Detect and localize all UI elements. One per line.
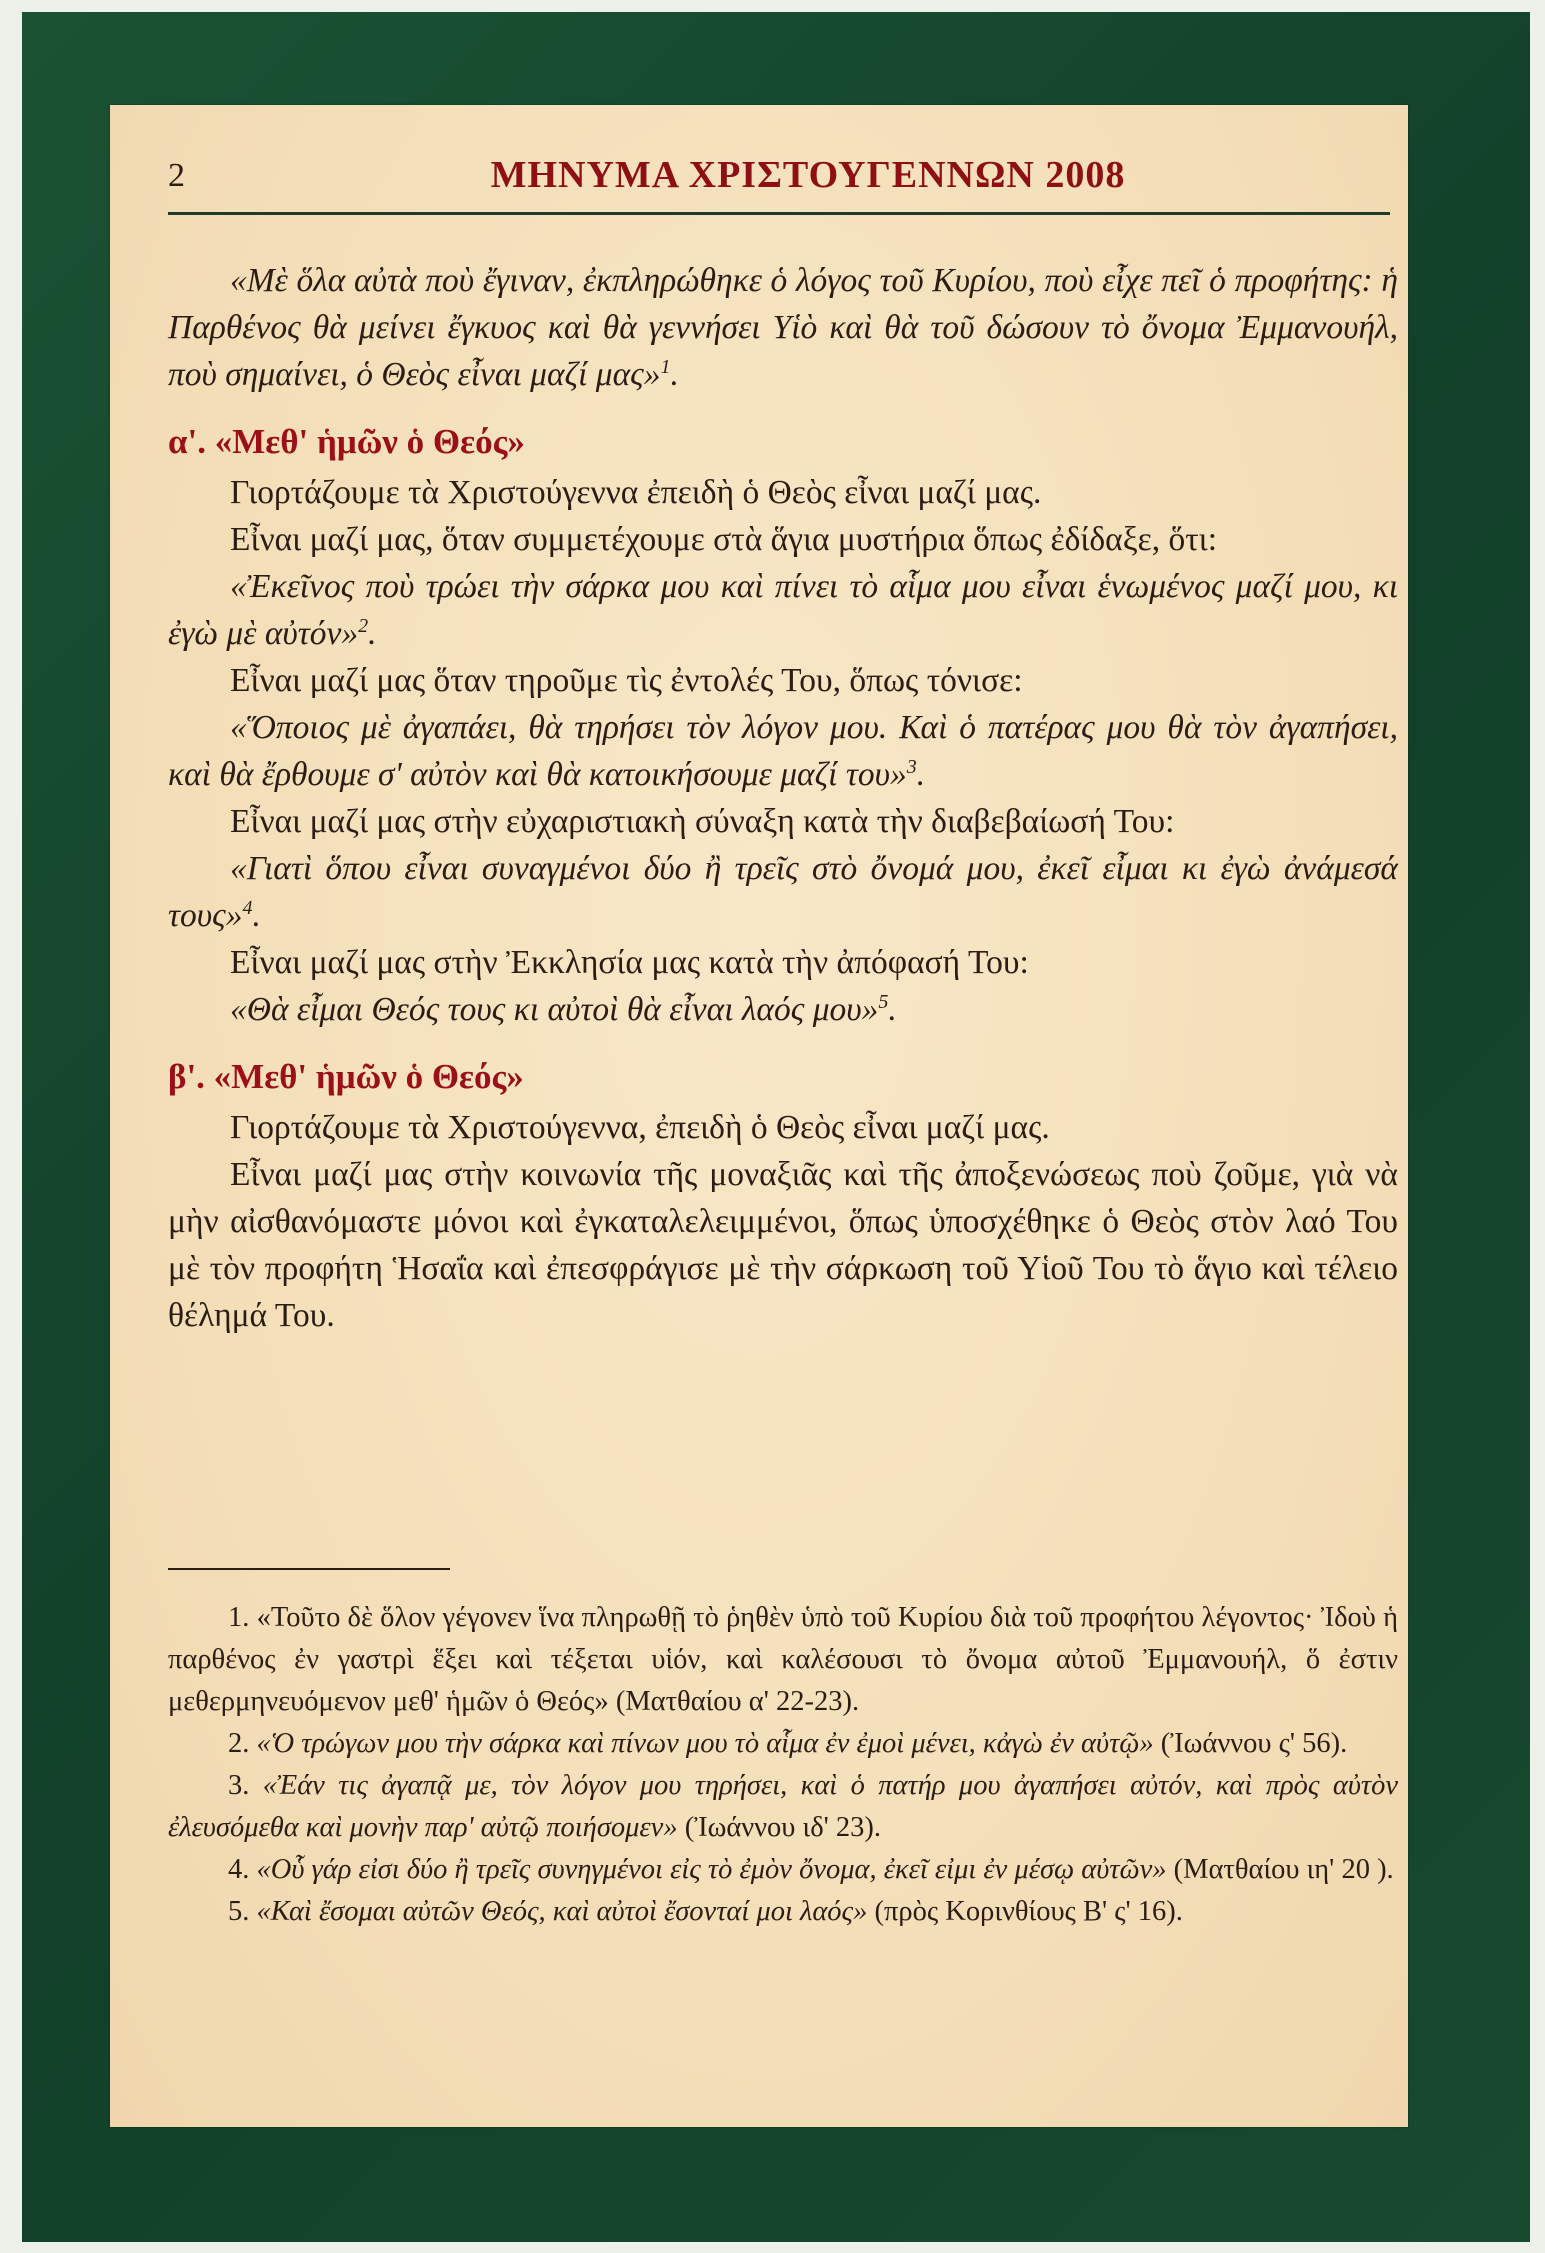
- footnote-quote: «Ἐάν τις ἀγαπᾷ με, τὸν λόγον μου τηρήσει, καὶ ὁ πατήρ μου ἀγαπήσει αὐτόν, καὶ πρὸς αὐτὸν ἐλευσόμεθα καὶ μονὴν παρ' αὐτῷ ποιήσομεν»: [168, 1770, 1399, 1843]
- intro-quote: «Μὲ ὅλα αὐτὰ ποὺ ἔγιναν, ἐκπληρώθηκε ὁ λόγος τοῦ Κυρίου, ποὺ εἶχε πεῖ ὁ προφήτης: ἡ Παρθένος θὰ μείνει ἔγκυος καὶ θὰ γεννήσει Υἱὸ καὶ θὰ τοῦ δώσουν τὸ ὄνομα Ἐμμανουήλ, ποὺ σημαίνει, ὁ Θεὸς εἶναι μαζί μας»: [168, 262, 1398, 393]
- footnote-ref: 4: [242, 897, 253, 919]
- footnote-quote: «Καὶ ἔσομαι αὐτῶν Θεός, καὶ αὐτοὶ ἔσονταί μοι λαός»: [256, 1896, 868, 1927]
- footnote-ref: 2: [358, 615, 369, 637]
- footnote-number: 1.: [228, 1602, 250, 1633]
- section-a-quote-4: «Θὰ εἶμαι Θεός τους κι αὐτοὶ θὰ εἶναι λαός μου»$^5$.: [230, 991, 897, 1028]
- footnote-ref: 5: [878, 991, 889, 1013]
- footnote-ref: 1: [660, 356, 671, 378]
- page-header: [168, 153, 1390, 213]
- main-text: [168, 257, 1398, 1339]
- footnote-3: [168, 1765, 1398, 1849]
- section-a-quote-1: «Ἐκεῖνος ποὺ τρώει τὴν σάρκα μου καὶ πίνει τὸ αἷμα μου εἶναι ἑνωμένος μαζί μου, κι ἐγὼ μὲ αὐτόν»$^2$.: [168, 568, 1398, 652]
- section-a-paragraph-1: Γιορτάζουμε τὰ Χριστούγεννα ἐπειδὴ ὁ Θεὸς εἶναι μαζί μας.: [230, 474, 1042, 511]
- footnote-number: 5.: [228, 1896, 250, 1927]
- footnote-source: (Ἰωάννου ς' 56).: [1153, 1728, 1348, 1759]
- footnote-source: (Ματθαίου α' 22-23).: [608, 1686, 860, 1717]
- footnote-source: (Ἰωάννου ιδ' 23).: [677, 1812, 882, 1843]
- footnote-number: 2.: [228, 1728, 250, 1759]
- page-sheet: [110, 105, 1408, 2127]
- footnote-ref: 3: [906, 756, 917, 778]
- footnote-source: (πρὸς Κορινθίους Β' ς' 16).: [867, 1896, 1183, 1927]
- footnote-quote: «Ὁ τρώγων μου τὴν σάρκα καὶ πίνων μου τὸ αἷμα ἐν ἐμοὶ μένει, κἀγὼ ἐν αὐτῷ»: [256, 1728, 1154, 1759]
- footnote-number: 4.: [228, 1854, 250, 1885]
- section-b-heading: β'. «Μεθ' ἡμῶν ὁ Θεός»: [168, 1057, 524, 1096]
- intro-quote-paragraph: «Μὲ ὅλα αὐτὰ ποὺ ἔγιναν, ἐκπληρώθηκε ὁ λόγος τοῦ Κυρίου, ποὺ εἶχε πεῖ ὁ προφήτης: ἡ Παρθένος θὰ μείνει ἔγκυος καὶ θὰ γεννήσει Υἱὸ καὶ θὰ τοῦ δώσουν τὸ ὄνομα Ἐμμανουήλ, ποὺ σημαίνει, ὁ Θεὸς εἶναι μαζί μας»$^1$.: [168, 262, 1398, 393]
- running-title: ΜΗΝΥΜΑ ΧΡΙΣΤΟΥΓΕΝΝΩΝ 2008: [490, 154, 1126, 196]
- footnote-number: 3.: [228, 1770, 250, 1801]
- section-a-paragraph-3: Εἶναι μαζί μας ὅταν τηροῦμε τὶς ἐντολές Του, ὅπως τόνισε:: [230, 662, 1023, 699]
- footnote-1: [168, 1597, 1398, 1723]
- section-b-paragraph-1: Γιορτάζουμε τὰ Χριστούγεννα, ἐπειδὴ ὁ Θεὸς εἶναι μαζί μας.: [230, 1109, 1050, 1146]
- section-a-quote-3: «Γιατὶ ὅπου εἶναι συναγμένοι δύο ἢ τρεῖς στὸ ὄνομά μου, ἐκεῖ εἶμαι κι ἐγὼ ἀνάμεσά τους»$^4$.: [168, 850, 1398, 934]
- quote-text: «Γιατὶ ὅπου εἶναι συναγμένοι δύο ἢ τρεῖς στὸ ὄνομά μου, ἐκεῖ εἶμαι κι ἐγὼ ἀνάμεσά τους»: [168, 850, 1398, 934]
- section-a-heading: α'. «Μεθ' ἡμῶν ὁ Θεός»: [168, 422, 525, 461]
- section-b-paragraph-2: Εἶναι μαζί μας στὴν κοινωνία τῆς μοναξιᾶς καὶ τῆς ἀποξενώσεως ποὺ ζοῦμε, γιὰ νὰ μὴν αἰσθανόμαστε μόνοι καὶ ἐγκαταλελειμμένοι, ὅπως ὑποσχέθηκε ὁ Θεὸς στὸν λαό Του μὲ τὸν προφήτη Ἡσαΐα καὶ ἐπεσφράγισε μὲ τὴν σάρκωση τοῦ Υἱοῦ Του τὸ ἅγιο καὶ τέλειο θέλημά Του.: [168, 1156, 1398, 1334]
- section-a-paragraph-5: Εἶναι μαζί μας στὴν Ἐκκλησία μας κατὰ τὴν ἀπόφασή Του:: [230, 944, 1029, 981]
- footnote-2: [168, 1723, 1398, 1765]
- quote-text: «Θὰ εἶμαι Θεός τους κι αὐτοὶ θὰ εἶναι λαός μου»: [230, 991, 879, 1028]
- quote-text: «Ἐκεῖνος ποὺ τρώει τὴν σάρκα μου καὶ πίνει τὸ αἷμα μου εἶναι ἑνωμένος μαζί μου, κι ἐγὼ μὲ αὐτόν»: [168, 568, 1398, 652]
- footnote-source: (Ματθαίου ιη' 20 ).: [1166, 1854, 1394, 1885]
- footnote-quote: «Τοῦτο δὲ ὅλον γέγονεν ἵνα πληρωθῇ τὸ ῥηθὲν ὑπὸ τοῦ Κυρίου διὰ τοῦ προφήτου λέγοντος· Ἰδοὺ ἡ παρθένος ἐν γαστρὶ ἕξει καὶ τέξεται υἱόν, καὶ καλέσουσι τὸ ὄνομα αὐτοῦ Ἐμμανουήλ, ὅ ἐστιν μεθερμηνευόμενον μεθ' ἡμῶν ὁ Θεός»: [168, 1602, 1398, 1717]
- quote-text: «Ὅποιος μὲ ἀγαπάει, θὰ τηρήσει τὸν λόγον μου. Καὶ ὁ πατέρας μου θὰ τὸν ἀγαπήσει, καὶ θὰ ἔρθουμε σ' αὐτὸν καὶ θὰ κατοικήσουμε μαζί του»: [168, 709, 1398, 793]
- section-a-paragraph-4: Εἶναι μαζί μας στὴν εὐχαριστιακὴ σύναξη κατὰ τὴν διαβεβαίωσή Του:: [230, 803, 1175, 840]
- footnote-5: [168, 1891, 1398, 1933]
- footnote-4: [168, 1849, 1398, 1891]
- section-a-quote-2: «Ὅποιος μὲ ἀγαπάει, θὰ τηρήσει τὸν λόγον μου. Καὶ ὁ πατέρας μου θὰ τὸν ἀγαπήσει, καὶ θὰ ἔρθουμε σ' αὐτὸν καὶ θὰ κατοικήσουμε μαζί του»$^3$.: [168, 709, 1398, 793]
- footnote-quote: «Οὗ γάρ εἰσι δύο ἢ τρεῖς συνηγμένοι εἰς τὸ ἐμὸν ὄνομα, ἐκεῖ εἰμι ἐν μέσῳ αὐτῶν»: [256, 1854, 1167, 1885]
- page-number: 2: [168, 157, 185, 194]
- header-divider: [168, 212, 1390, 215]
- footnote-divider: [168, 1568, 450, 1570]
- section-a-paragraph-2: Εἶναι μαζί μας, ὅταν συμμετέχουμε στὰ ἅγια μυστήρια ὅπως ἐδίδαξε, ὅτι:: [230, 521, 1218, 558]
- footnotes: [168, 1597, 1398, 1933]
